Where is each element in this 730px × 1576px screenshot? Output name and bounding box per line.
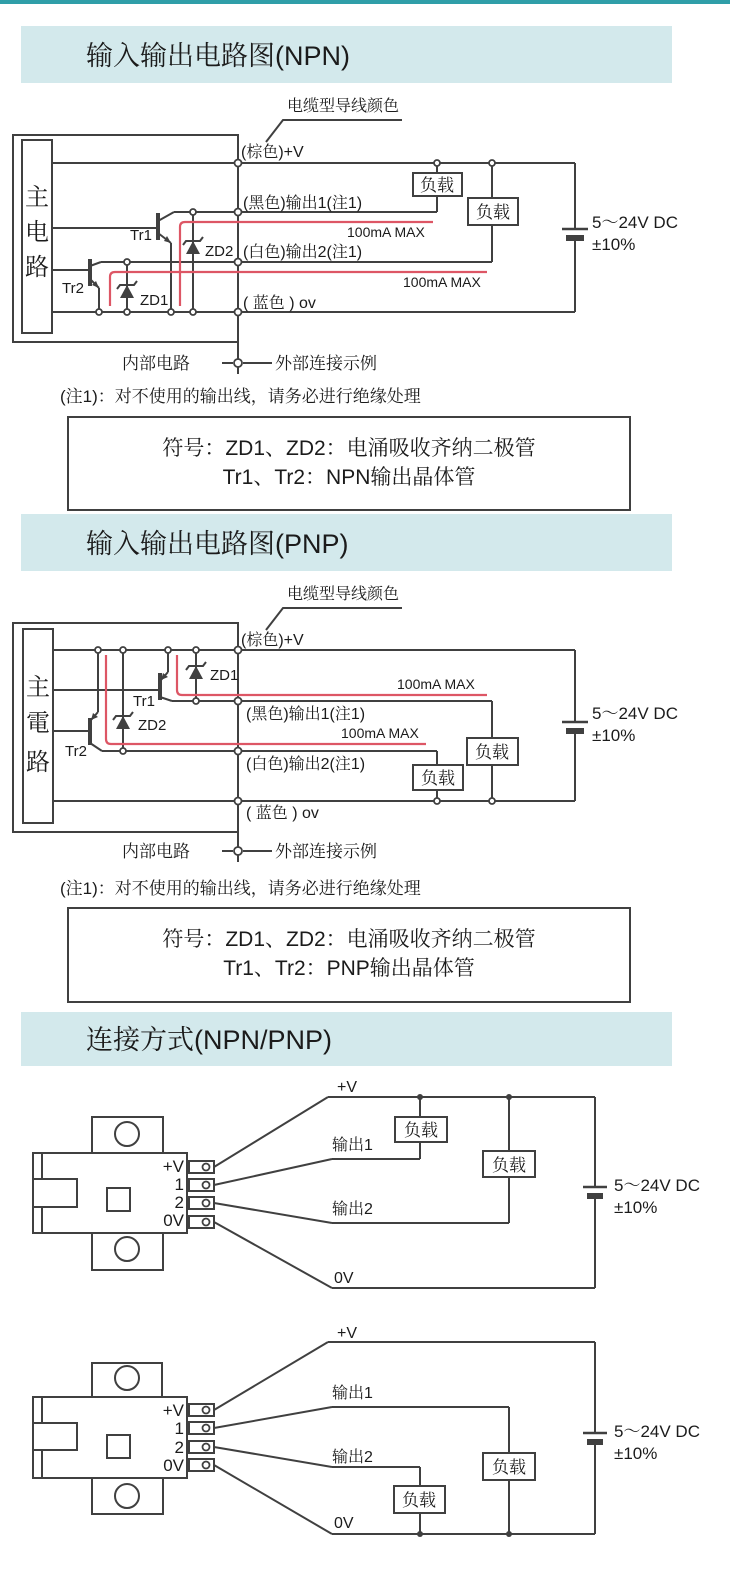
pnp-wire-blue-label: ( 蓝色 ) ov	[246, 805, 319, 822]
slot-sensor-2	[33, 1363, 214, 1514]
diagram2-out1-label: 输出1	[332, 1385, 373, 1402]
diagram1-0v-label: 0V	[334, 1270, 354, 1287]
npn-load1-label: 负载	[420, 176, 454, 195]
npn-internal-label: 内部电路	[122, 354, 190, 373]
sensor2-terminal-label-1: 1	[174, 1419, 184, 1438]
npn-transistor-tr2	[62, 259, 101, 297]
sensor1-terminal-label-1: 1	[174, 1175, 184, 1194]
pnp-zd2-anode-triangle	[116, 716, 130, 729]
pnp-transistor-tr2	[65, 712, 102, 760]
npn-current-max-label2: 100mA MAX	[403, 274, 481, 290]
pnp-divider-node	[234, 847, 242, 855]
npn-symbols-line1: 符号：ZD1、ZD2：电涌吸收齐纳二极管	[162, 437, 536, 460]
sensor1-terminal-label-vplus: +V	[162, 1157, 184, 1176]
diagram1-out1-label: 输出1	[332, 1137, 373, 1154]
diagram2-load1-label: 负载	[492, 1458, 526, 1477]
pnp-tr1-label: Tr1	[133, 693, 155, 710]
npn-zd2-anode-triangle	[186, 241, 200, 254]
pnp-note: (注1)：对不使用的输出线，请务必进行绝缘处理	[60, 879, 421, 898]
pnp-section-title: 输入输出电路图(PNP)	[86, 529, 349, 559]
connection-section	[21, 1012, 700, 1537]
npn-zd2-label: ZD2	[205, 243, 234, 260]
pnp-zd1-label: ZD1	[210, 667, 239, 684]
top-accent-strip	[0, 0, 730, 4]
npn-tr2-label: Tr2	[62, 280, 84, 297]
npn-supply-voltage: 5～24V DC	[592, 213, 678, 232]
diagram1-node1	[417, 1094, 423, 1100]
pnp-current-max-label2: 100mA MAX	[341, 725, 419, 741]
sensor2-optical-window	[107, 1435, 130, 1458]
pnp-zener-zd2	[113, 712, 166, 734]
diagram1-supply-tolerance: ±10%	[614, 1198, 658, 1217]
pnp-cable-color-label: 电缆型导线颜色	[287, 586, 400, 603]
pnp-current-max-label1: 100mA MAX	[397, 676, 475, 692]
npn-zener-zd2	[183, 237, 233, 260]
npn-main-circuit-char3: 路	[25, 254, 49, 281]
pnp-tr2-label: Tr2	[65, 743, 87, 760]
sensor1-terminal-lugs	[189, 1161, 214, 1228]
sensor1-optical-window	[107, 1188, 130, 1211]
diagram2-vplus-label: +V	[337, 1325, 358, 1342]
pnp-zener-zd1	[186, 662, 238, 684]
npn-symbols-line2: Tr1、Tr2：NPN输出晶体管	[222, 466, 476, 489]
connection-section-title: 连接方式(NPN/PNP)	[86, 1025, 333, 1055]
diagram2-out2-label: 输出2	[332, 1449, 373, 1466]
sensor1-slot	[33, 1153, 77, 1233]
pnp-symbols-line1: 符号：ZD1、ZD2：电涌吸收齐纳二极管	[162, 928, 536, 951]
npn-tr1-label: Tr1	[130, 227, 152, 244]
diagram2-supply-tolerance: ±10%	[614, 1444, 658, 1463]
npn-zener-zd1	[117, 281, 168, 309]
npn-divider-node	[234, 359, 242, 367]
npn-wire-blue-label: ( 蓝色 ) ov	[243, 295, 316, 312]
npn-note: (注1)：对不使用的输出线，请务必进行绝缘处理	[60, 387, 421, 406]
npn-wire-black-label: (黑色)输出1(注1)	[243, 195, 363, 212]
npn-external-label: 外部连接示例	[275, 354, 377, 373]
sensor2-terminal-label-2: 2	[174, 1438, 184, 1457]
pnp-supply-voltage: 5～24V DC	[592, 704, 678, 723]
npn-supply-tolerance: ±10%	[592, 235, 636, 254]
sensor2-top-mount-tab	[92, 1363, 162, 1397]
diagram2-supply-voltage: 5～24V DC	[614, 1422, 700, 1441]
sensor2-slot	[33, 1397, 77, 1478]
npn-zd1-label: ZD1	[140, 292, 169, 309]
pnp-zd1-anode-triangle	[189, 666, 203, 679]
sensor1-terminal-label-2: 2	[174, 1193, 184, 1212]
diagram2-node2	[506, 1531, 512, 1537]
pnp-external-label: 外部连接示例	[275, 842, 377, 861]
connection-diagram-npn	[33, 1079, 700, 1288]
pnp-load2-label: 负载	[421, 769, 455, 788]
pnp-wire-black-label: (黑色)输出1(注1)	[246, 706, 366, 723]
diagram1-out2-label: 输出2	[332, 1201, 373, 1218]
pnp-section	[13, 514, 678, 1002]
npn-wire-white-label: (白色)输出2(注1)	[243, 244, 363, 261]
pnp-cable-color-pointer	[266, 608, 402, 630]
npn-main-circuit-char2: 电	[25, 219, 49, 246]
npn-section-title: 输入输出电路图(NPN)	[86, 41, 350, 71]
npn-main-circuit-char1: 主	[25, 184, 49, 211]
sensor1-terminal-label-0v: 0V	[163, 1211, 184, 1230]
pnp-symbols-box	[68, 908, 630, 1002]
pnp-symbols-line2: Tr1、Tr2：PNP输出晶体管	[223, 957, 475, 980]
pnp-supply-tolerance: ±10%	[592, 726, 636, 745]
diagram1-load1-label: 负载	[404, 1121, 438, 1140]
npn-current-max-label1: 100mA MAX	[347, 224, 425, 240]
npn-load2-label: 负载	[476, 203, 510, 222]
pnp-wire-white-label: (白色)输出2(注1)	[246, 756, 366, 773]
slot-sensor-1	[33, 1117, 214, 1270]
diagram2-0v-label: 0V	[334, 1515, 354, 1532]
npn-wire-brown-label: (棕色)+V	[241, 144, 304, 161]
diagram2-node1	[417, 1531, 423, 1537]
sensor1-top-mount-hole	[115, 1122, 139, 1146]
diagram2-load2-label: 负载	[402, 1491, 436, 1510]
pnp-load1-label: 负载	[475, 743, 509, 762]
pnp-internal-label: 内部电路	[122, 842, 190, 861]
sensor1-bottom-mount-tab	[92, 1233, 163, 1270]
pnp-main-circuit-char1: 主	[26, 674, 50, 701]
sensor1-bottom-mount-hole	[115, 1237, 139, 1261]
sensor2-terminal-label-0v: 0V	[163, 1456, 184, 1475]
sensor2-top-mount-hole	[115, 1366, 139, 1390]
sensor2-terminal-label-vplus: +V	[162, 1401, 184, 1420]
npn-symbols-box	[68, 417, 630, 510]
pnp-wire-brown-label: (棕色)+V	[241, 632, 304, 649]
diagram1-supply-voltage: 5～24V DC	[614, 1176, 700, 1195]
npn-cable-color-label: 电缆型导线颜色	[287, 98, 400, 115]
npn-tr1-emitter-arrow	[164, 236, 171, 243]
npn-cable-color-pointer	[266, 120, 402, 142]
sensor2-bottom-mount-hole	[115, 1484, 139, 1508]
diagram1-load2-label: 负载	[492, 1156, 526, 1175]
pnp-main-circuit-char3: 路	[26, 749, 50, 776]
sensor2-terminal-lugs	[189, 1404, 214, 1471]
diagram1-vplus-label: +V	[337, 1079, 358, 1096]
diagram1-node2	[506, 1094, 512, 1100]
connection-diagram-pnp	[33, 1325, 700, 1537]
npn-zd1-anode-triangle	[120, 285, 134, 298]
pnp-zd2-label: ZD2	[138, 717, 167, 734]
pnp-main-circuit-char2: 電	[26, 710, 50, 737]
